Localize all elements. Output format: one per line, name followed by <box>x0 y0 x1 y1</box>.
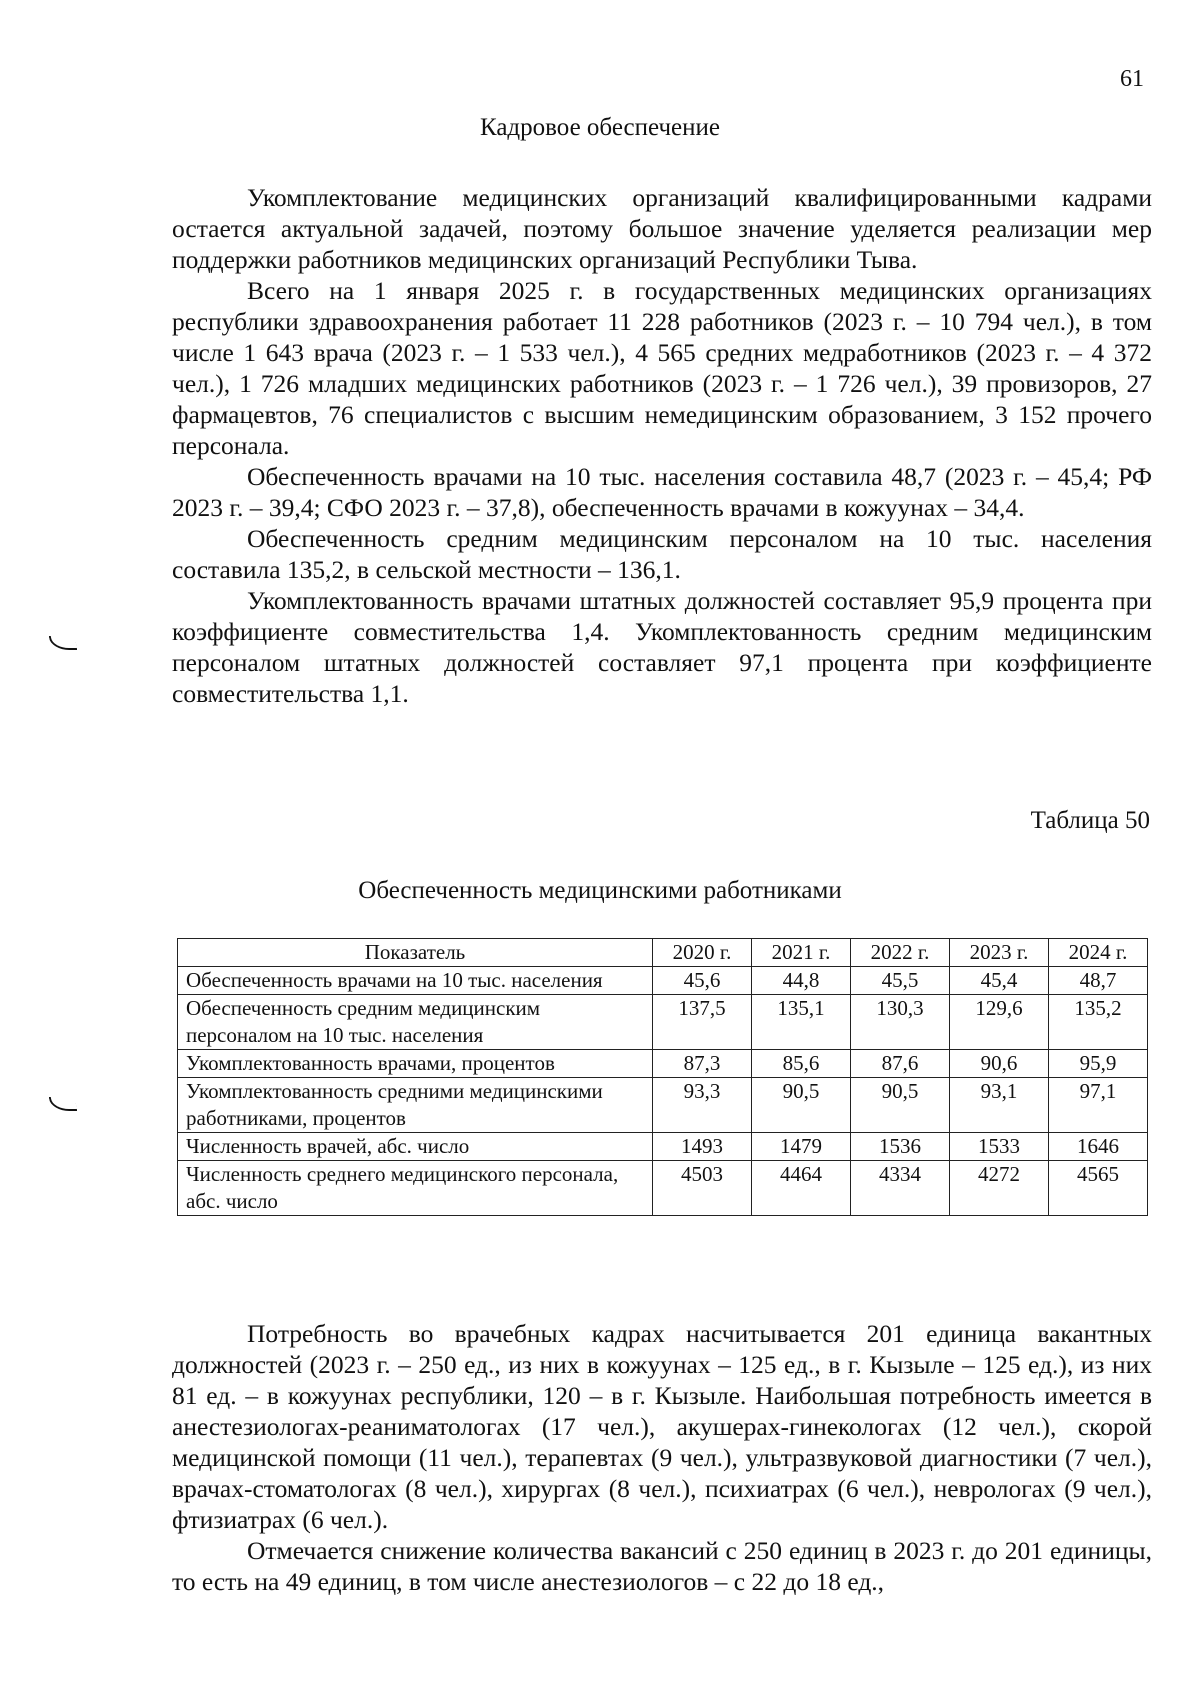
table-cell-indicator: Укомплектованность врачами, процентов <box>178 1050 653 1078</box>
table-cell-value: 45,5 <box>851 967 950 995</box>
table-cell-value: 129,6 <box>950 995 1049 1050</box>
table-cell-value: 135,1 <box>752 995 851 1050</box>
table-cell-value: 97,1 <box>1049 1078 1148 1133</box>
table-cell-value: 87,3 <box>653 1050 752 1078</box>
paragraph: Всего на 1 января 2025 г. в государственных медицинских организациях республики здравоохранения работает 11 228 работников (2023 г. – 10 794 чел.), в том числе 1 643 врача (2023 г. – 1 533 чел.), 4 565 средних медработников (2023 г. – 4 372 чел.), 1 726 младших медицинских работников (2023 г. – 1 726 чел.), 39 провизоров, 27 фармацевтов, 76 специалистов с высшим немедицинским образованием, 3 152 прочего персонала. <box>172 276 1152 460</box>
table-cell-value: 44,8 <box>752 967 851 995</box>
table-row <box>178 1161 1148 1216</box>
paragraph: Обеспеченность средним медицинским персоналом на 10 тыс. населения составила 135,2, в сельской местности – 136,1. <box>172 524 1152 584</box>
column-header: 2020 г. <box>653 939 752 967</box>
table-cell-value: 87,6 <box>851 1050 950 1078</box>
table-header-row <box>178 939 1148 967</box>
margin-pen-mark <box>49 636 77 650</box>
column-header: 2021 г. <box>752 939 851 967</box>
table-cell-value: 4334 <box>851 1161 950 1216</box>
intro-text <box>172 182 1152 709</box>
column-header: 2024 г. <box>1049 939 1148 967</box>
staffing-table <box>177 938 1148 1216</box>
paragraph: Укомплектование медицинских организаций квалифицированными кадрами остается актуальной задачей, поэтому большое значение уделяется реализации мер поддержки работников медицинских организаций Республики Тыва. <box>172 183 1152 274</box>
table-cell-value: 45,4 <box>950 967 1049 995</box>
margin-pen-mark <box>49 1097 77 1111</box>
section-title: Кадровое обеспечение <box>479 114 721 141</box>
table-cell-value: 93,1 <box>950 1078 1049 1133</box>
column-header: Показатель <box>178 939 653 967</box>
table-cell-value: 93,3 <box>653 1078 752 1133</box>
paragraph: Обеспеченность врачами на 10 тыс. населения составила 48,7 (2023 г. – 45,4; РФ 2023 г. – 39,4; СФО 2023 г. – 37,8), обеспеченность врачами в кожуунах – 34,4. <box>172 462 1152 522</box>
table-cell-value: 1533 <box>950 1133 1049 1161</box>
table-cell-value: 1479 <box>752 1133 851 1161</box>
table-row <box>178 967 1148 995</box>
table-row <box>178 1050 1148 1078</box>
column-header: 2022 г. <box>851 939 950 967</box>
table-cell-value: 85,6 <box>752 1050 851 1078</box>
table-cell-value: 137,5 <box>653 995 752 1050</box>
column-header: 2023 г. <box>950 939 1049 967</box>
table-cell-value: 135,2 <box>1049 995 1148 1050</box>
paragraph: Отмечается снижение количества вакансий с 250 единиц в 2023 г. до 201 единицы, то есть на 49 единиц, в том числе анестезиологов – с 22 до 18 ед., <box>172 1536 1152 1596</box>
paragraph: Потребность во врачебных кадрах насчитывается 201 единица вакантных должностей (2023 г. – 250 ед., из них в кожуунах – 125 ед., в г. Кызыле – 125 ед.), из них 81 ед. – в кожуунах республики, 120 – в г. Кызыле. Наибольшая потребность имеется в анестезиологах-реаниматологах (17 чел.), акушерах-гинекологах (12 чел.), скорой медицинской помощи (11 чел.), терапевтах (9 чел.), ультразвуковой диагностики (7 чел.), врачах-стоматологах (8 чел.), хирургах (8 чел.), психиатрах (6 чел.), неврологах (9 чел.), фтизиатрах (6 чел.). <box>172 1319 1152 1534</box>
table-cell-value: 90,6 <box>950 1050 1049 1078</box>
table-cell-indicator: Обеспеченность средним медицинским персоналом на 10 тыс. населения <box>178 995 653 1050</box>
table-cell-value: 48,7 <box>1049 967 1148 995</box>
page-number: 61 <box>1120 66 1144 92</box>
table-row <box>178 995 1148 1050</box>
paragraph: Укомплектованность врачами штатных должностей составляет 95,9 процента при коэффициенте совместительства 1,4. Укомплектованность средним медицинским персоналом штатных должностей составляет 97,1 процента при коэффициенте совместительства 1,1. <box>172 586 1152 708</box>
table-row <box>178 1078 1148 1133</box>
table-cell-value: 1646 <box>1049 1133 1148 1161</box>
table-cell-value: 4503 <box>653 1161 752 1216</box>
table-cell-value: 95,9 <box>1049 1050 1148 1078</box>
table-cell-indicator: Численность врачей, абс. число <box>178 1133 653 1161</box>
table-cell-value: 4464 <box>752 1161 851 1216</box>
table-cell-value: 90,5 <box>752 1078 851 1133</box>
outro-text <box>172 1318 1152 1597</box>
table-cell-value: 1536 <box>851 1133 950 1161</box>
table-cell-indicator: Укомплектованность средними медицинскими работниками, процентов <box>178 1078 653 1133</box>
table-cell-value: 4565 <box>1049 1161 1148 1216</box>
table-cell-indicator: Численность среднего медицинского персонала, абс. число <box>178 1161 653 1216</box>
table-row <box>178 1133 1148 1161</box>
table-cell-value: 1493 <box>653 1133 752 1161</box>
table-cell-value: 130,3 <box>851 995 950 1050</box>
table-cell-value: 45,6 <box>653 967 752 995</box>
table-cell-value: 4272 <box>950 1161 1049 1216</box>
table-title: Обеспеченность медицинскими работниками <box>358 877 842 904</box>
table-cell-indicator: Обеспеченность врачами на 10 тыс. населения <box>178 967 653 995</box>
table-cell-value: 90,5 <box>851 1078 950 1133</box>
table-label: Таблица 50 <box>1030 807 1150 834</box>
